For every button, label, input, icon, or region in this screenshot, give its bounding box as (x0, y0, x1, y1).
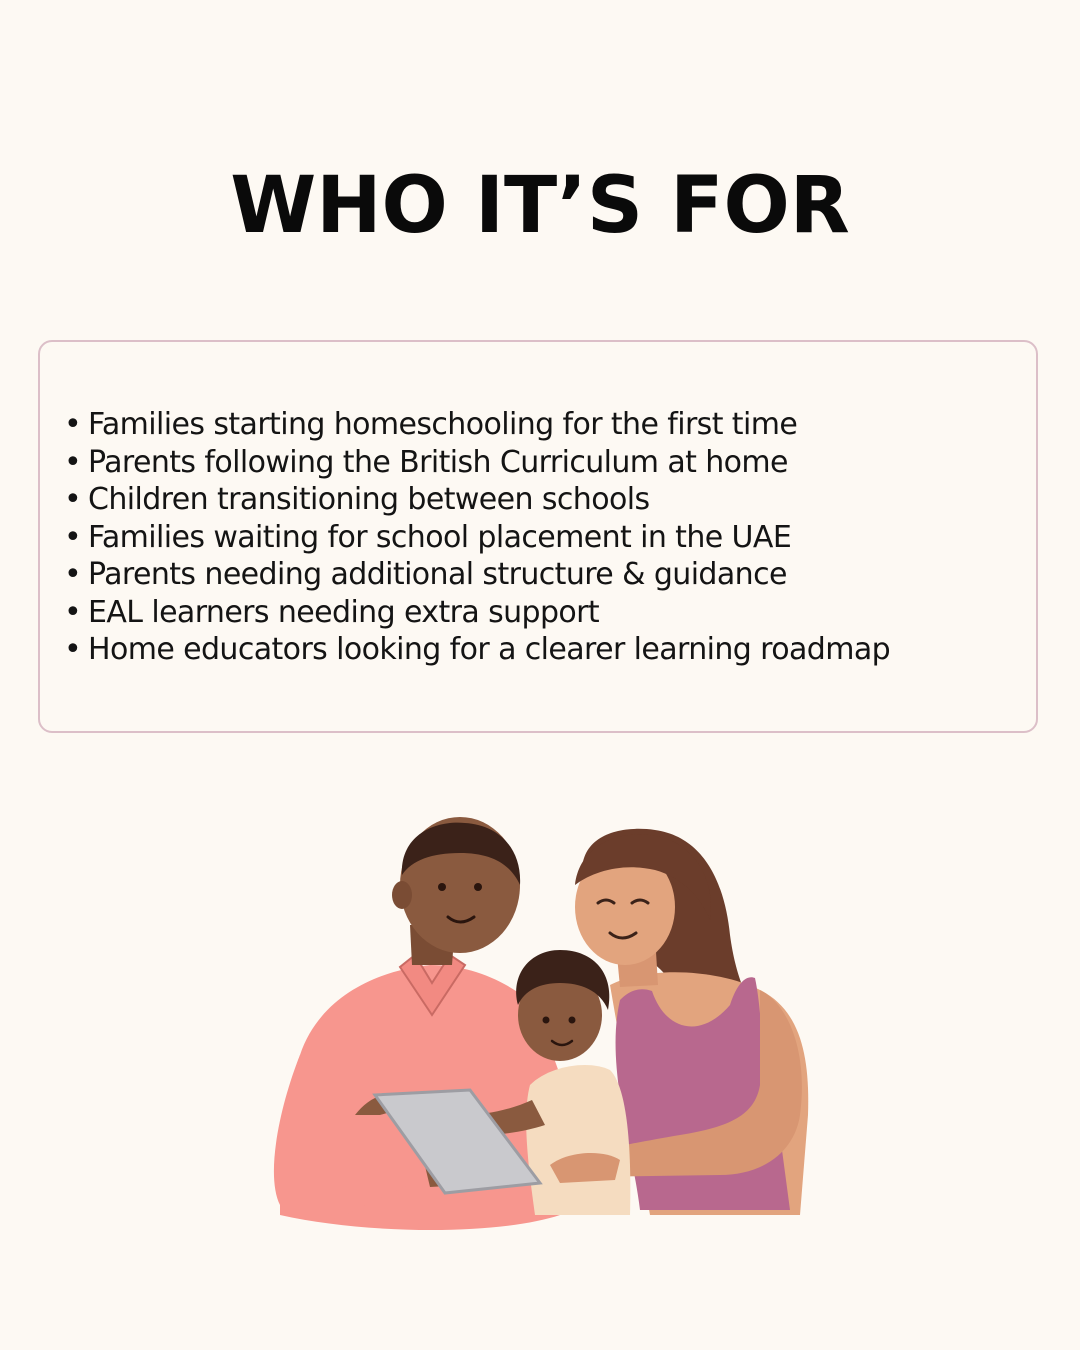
page-title: WHO IT’S FOR (230, 161, 850, 251)
child-eye-left (543, 1017, 550, 1024)
child-eye-right (569, 1017, 576, 1024)
list-item (64, 406, 890, 444)
list-item-text: Parents needing additional structure & guidance (88, 557, 787, 592)
list-item (64, 631, 890, 669)
audience-list (64, 406, 890, 669)
list-item-text: Home educators looking for a clearer learning roadmap (88, 632, 891, 667)
list-item-text: Families waiting for school placement in the UAE (88, 519, 792, 555)
bullet-icon: • (64, 632, 82, 667)
list-item-text: Children transitioning between schools (88, 482, 650, 517)
bullet-icon: • (64, 444, 82, 480)
list-item (64, 556, 890, 594)
father-ear (392, 881, 412, 909)
family-with-tablet-illustration (260, 815, 820, 1245)
bullet-icon: • (64, 557, 82, 592)
list-item (64, 481, 890, 519)
list-item (64, 519, 890, 557)
list-item-text: EAL learners needing extra support (88, 594, 600, 630)
child-shirt (526, 1065, 630, 1215)
list-item-text: Families starting homeschooling for the first time (88, 407, 798, 442)
father-eye-left (438, 883, 446, 891)
bullet-icon: • (64, 519, 82, 555)
list-item (64, 594, 890, 632)
bullet-icon: • (64, 407, 82, 442)
bullet-icon: • (64, 482, 82, 517)
list-item (64, 444, 890, 482)
father-eye-right (474, 883, 482, 891)
audience-card (38, 340, 1038, 733)
list-item-text: Parents following the British Curriculum at home (88, 444, 788, 480)
bullet-icon: • (64, 594, 82, 630)
